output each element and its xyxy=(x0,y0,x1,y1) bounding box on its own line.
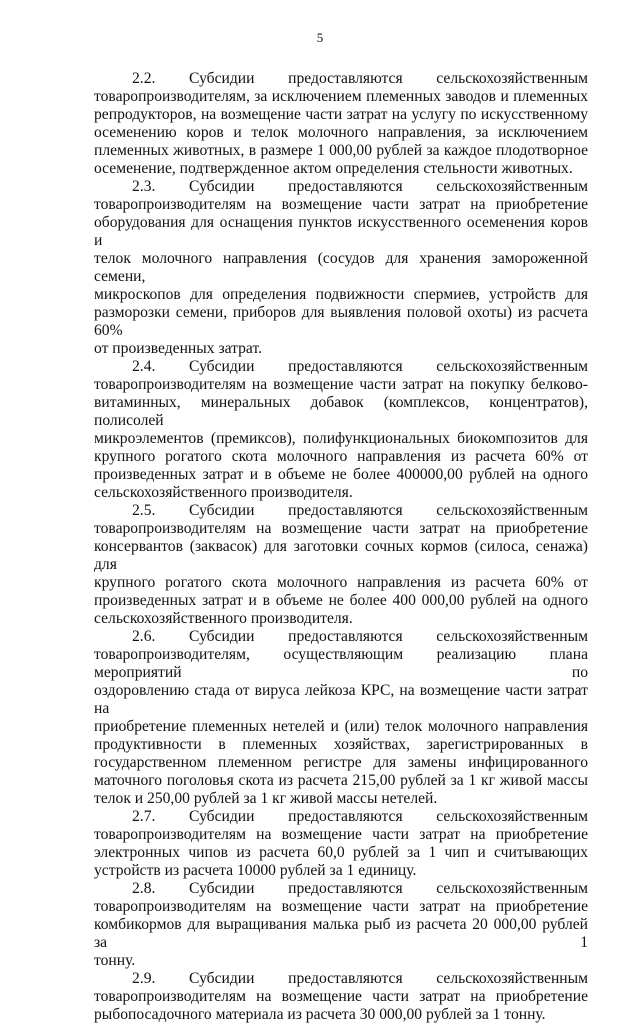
paragraph-line: 2.9. Субсидии предоставляются сельскохозяйственным xyxy=(132,970,588,987)
paragraph-line: витаминных, минеральных добавок (комплексов, концентратов), полисолей xyxy=(94,394,588,429)
paragraph-3 xyxy=(94,358,588,502)
paragraph-line: 2.4. Субсидии предоставляются сельскохозяйственным xyxy=(132,358,588,375)
paragraph-8 xyxy=(94,970,588,1024)
paragraph-line: микроэлементов (премиксов), полифункциональных биокомпозитов для xyxy=(94,430,588,447)
paragraph-line: государственном племенном регистре для замены инфицированного xyxy=(94,754,588,771)
paragraph-5 xyxy=(94,628,588,808)
paragraph-line: комбикормов для выращивания малька рыб из расчета 20 000,00 рублей за 1 xyxy=(94,916,588,951)
paragraph-line: рыбопосадочного материала из расчета 30 000,00 рублей за 1 тонну. xyxy=(94,1006,546,1023)
paragraph-line: товаропроизводителям на возмещение части затрат на приобретение xyxy=(94,898,588,915)
paragraph-7 xyxy=(94,880,588,970)
paragraph-line: крупного рогатого скота молочного направления из расчета 60% от xyxy=(94,574,588,591)
paragraph-line: племенных животных, в размере 1 000,00 рублей за каждое плодотворное xyxy=(94,142,588,159)
paragraph-line: осеменение, подтвержденное актом определения стельности животных. xyxy=(94,160,573,177)
paragraph-line: товаропроизводителям на возмещение части затрат на приобретение xyxy=(94,520,588,537)
paragraph-line: консервантов (заквасок) для заготовки сочных кормов (силоса, сенажа) для xyxy=(94,538,588,573)
paragraph-line: разморозки семени, приборов для выявления половой охоты) из расчета 60% xyxy=(94,304,588,339)
paragraph-line: товаропроизводителям на возмещение части затрат на приобретение xyxy=(94,196,588,213)
paragraph-line: 2.3. Субсидии предоставляются сельскохозяйственным xyxy=(132,178,588,195)
paragraph-line: оздоровлению стада от вируса лейкоза КРС, на возмещение части затрат на xyxy=(94,682,588,717)
paragraph-line: произведенных затрат и в объеме не более 400 000,00 рублей на одного xyxy=(94,592,588,609)
paragraph-line: устройств из расчета 10000 рублей за 1 единицу. xyxy=(94,862,417,879)
paragraph-line: сельскохозяйственного производителя. xyxy=(94,484,353,501)
paragraph-line: крупного рогатого скота молочного направления из расчета 60% от xyxy=(94,448,588,465)
paragraph-line: телок молочного направления (сосудов для хранения замороженной семени, xyxy=(94,250,588,285)
page-number: 5 xyxy=(316,30,324,45)
paragraph-line: 2.5. Субсидии предоставляются сельскохозяйственным xyxy=(132,502,588,519)
paragraph-line: телок и 250,00 рублей за 1 кг живой массы нетелей. xyxy=(94,790,438,807)
paragraph-line: 2.6. Субсидии предоставляются сельскохозяйственным xyxy=(132,628,588,645)
paragraph-line: 2.8. Субсидии предоставляются сельскохозяйственным xyxy=(132,880,588,897)
paragraph-line: микроскопов для определения подвижности спермиев, устройств для xyxy=(94,286,588,303)
paragraph-line: товаропроизводителям на возмещение части затрат на приобретение xyxy=(94,826,588,843)
paragraph-line: продуктивности в племенных хозяйствах, зарегистрированных в xyxy=(94,736,588,753)
paragraph-line: 2.7. Субсидии предоставляются сельскохозяйственным xyxy=(132,808,588,825)
paragraph-line: сельскохозяйственного производителя. xyxy=(94,610,353,627)
paragraph-line: товаропроизводителям, за исключением племенных заводов и племенных xyxy=(94,88,588,105)
paragraph-1 xyxy=(94,70,588,178)
paragraph-line: товаропроизводителям, осуществляющим реализацию плана мероприятий по xyxy=(94,646,588,681)
paragraph-line: электронных чипов из расчета 60,0 рублей за 1 чип и считывающих xyxy=(94,844,588,861)
paragraph-2 xyxy=(94,178,588,358)
paragraph-line: произведенных затрат и в объеме не более 400000,00 рублей на одного xyxy=(94,466,588,483)
paragraph-line: 2.2. Субсидии предоставляются сельскохозяйственным xyxy=(132,70,588,87)
paragraph-line: от произведенных затрат. xyxy=(94,340,262,357)
paragraph-line: осеменению коров и телок молочного направления, за исключением xyxy=(94,124,588,141)
document-body xyxy=(94,70,588,1024)
paragraph-6 xyxy=(94,808,588,880)
paragraph-line: оборудования для оснащения пунктов искусственного осеменения коров и xyxy=(94,214,588,249)
paragraph-line: маточного поголовья скота из расчета 215,00 рублей за 1 кг живой массы xyxy=(94,772,588,789)
paragraph-4 xyxy=(94,502,588,628)
paragraph-line: тонну. xyxy=(94,952,136,969)
paragraph-line: товаропроизводителям на возмещение части затрат на покупку белково- xyxy=(94,376,588,393)
paragraph-line: приобретение племенных нетелей и (или) телок молочного направления xyxy=(94,718,588,735)
paragraph-line: репродукторов, на возмещение части затрат на услугу по искусственному xyxy=(94,106,588,123)
paragraph-line: товаропроизводителям на возмещение части затрат на приобретение xyxy=(94,988,588,1005)
